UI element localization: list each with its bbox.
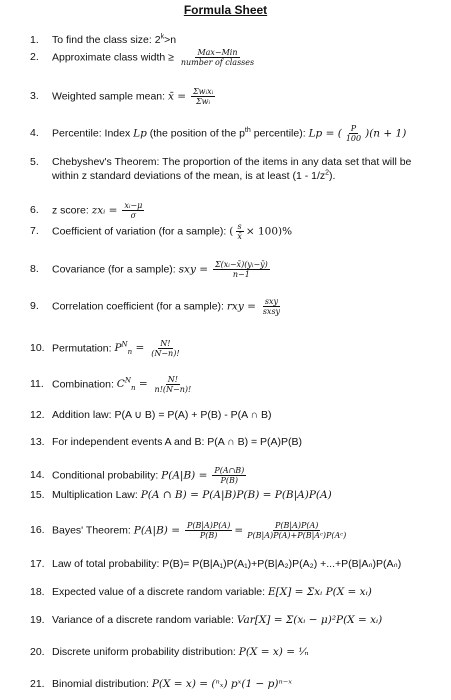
item-number: 20. xyxy=(30,646,45,658)
item-text: Combination: xyxy=(52,378,114,391)
formula-tail: × 100)% xyxy=(245,225,293,238)
item-number: 16. xyxy=(30,524,45,537)
fraction-denominator: P(B|A)P(A)+P(B|Aᶜ)P(Aᶜ) xyxy=(247,531,347,540)
fraction-numerator: P xyxy=(350,124,357,133)
item-number: 13. xyxy=(30,436,45,448)
equals: = xyxy=(234,524,244,537)
formula-item-21 xyxy=(30,678,445,691)
formula-item-1 xyxy=(30,34,445,47)
fraction-numerator: Σwᵢxᵢ xyxy=(192,87,214,96)
formula-item-10 xyxy=(30,339,445,358)
formula-item-3 xyxy=(30,87,445,106)
formula-item-20 xyxy=(30,646,445,659)
item-number: 14. xyxy=(30,469,45,482)
item-text: Discrete uniform probability distribution: xyxy=(52,646,236,658)
fraction xyxy=(191,87,215,106)
item-tail: ). xyxy=(329,170,336,182)
item-number: 12. xyxy=(30,409,45,421)
item-number: 18. xyxy=(30,586,45,598)
item-sup: k xyxy=(160,33,165,41)
item-text-line-2: within z standard deviations of the mean, is at least (1 - 1/z xyxy=(52,170,326,182)
item-number: 9. xyxy=(30,300,39,313)
formula-item-8 xyxy=(30,260,445,279)
item-number: 4. xyxy=(30,127,39,140)
fraction xyxy=(185,521,232,540)
formula-lhs: P(X = x) = (ⁿₓ) pˣ(1 − p)ⁿ⁻ˣ xyxy=(151,678,292,690)
fraction xyxy=(122,201,144,220)
formula-item-7 xyxy=(30,222,445,241)
formula-lhs: sxy = xyxy=(178,263,209,276)
fraction-denominator: (N−n)! xyxy=(151,349,180,358)
fraction-denominator: x̄ xyxy=(237,232,242,241)
fraction-numerator: P(A∩B) xyxy=(214,466,245,475)
formula-item-5-line-2 xyxy=(30,170,445,183)
item-number: 5. xyxy=(30,156,39,168)
item-text: z score: xyxy=(52,204,89,217)
item-text: For independent events A and B: P(A ∩ B) = P(A)P(B) xyxy=(52,436,303,448)
item-text: Permutation: xyxy=(52,342,112,355)
item-text: Multiplication Law: xyxy=(52,489,138,501)
formula-item-12 xyxy=(30,409,445,422)
item-text: To find the class size: 2 xyxy=(52,34,161,46)
formula-lhs: Lp = ( xyxy=(308,127,342,140)
formula-lhs: Var[X] = Σ(xᵢ − μ)²P(X = xᵢ) xyxy=(236,614,383,626)
fraction xyxy=(344,124,363,143)
fraction-denominator: P(B) xyxy=(220,476,239,485)
item-number: 19. xyxy=(30,614,45,626)
formula-lhs: P(A ∩ B) = P(A|B)P(B) = P(B|A)P(A) xyxy=(140,489,332,501)
item-text: Coefficient of variation (for a sample): xyxy=(52,225,227,238)
item-number: 8. xyxy=(30,263,39,276)
formula-item-13 xyxy=(30,436,445,449)
formula-lhs: x̄ = xyxy=(167,90,187,103)
item-text: Approximate class width ≥ xyxy=(52,51,174,64)
fraction-numerator: P(B|A)P(A) xyxy=(186,521,231,530)
formula-item-5 xyxy=(30,156,445,169)
fraction xyxy=(212,466,246,485)
formula-lhs xyxy=(116,376,148,393)
item-number: 6. xyxy=(30,204,39,217)
fraction-2 xyxy=(245,521,348,540)
formula-item-14 xyxy=(30,466,445,485)
formula-item-4 xyxy=(30,124,445,143)
item-text: Variance of a discrete random variable: xyxy=(52,614,234,626)
fraction-denominator: P(B) xyxy=(199,531,218,540)
fraction-denominator: 100 xyxy=(345,134,362,143)
item-number: 10. xyxy=(30,342,45,355)
formula-item-2 xyxy=(30,48,445,67)
symbol-sup: N xyxy=(124,376,131,385)
formula-tail: )(n + 1) xyxy=(365,127,407,140)
equals: = xyxy=(132,342,145,355)
fraction xyxy=(153,375,194,394)
formula-item-6 xyxy=(30,201,445,220)
page-title: Formula Sheet xyxy=(183,3,268,17)
item-text: Addition law: P(A ∪ B) = P(A) + P(B) - P(A ∩ B) xyxy=(52,409,272,421)
item-text-2: (the position of the p xyxy=(149,127,245,140)
item-text: Weighted sample mean: xyxy=(52,90,166,103)
fraction-numerator: Σ(xᵢ−x̄)(yᵢ−ȳ) xyxy=(214,260,268,269)
formula-item-16 xyxy=(30,521,445,540)
item-number: 17. xyxy=(30,558,45,570)
fraction-numerator: sxy xyxy=(264,297,279,306)
index-symbol: Lp xyxy=(133,127,147,140)
item-text: Conditional probability: xyxy=(52,469,159,482)
symbol-sub: n xyxy=(127,348,133,357)
formula-lhs: ( xyxy=(229,225,234,238)
fraction xyxy=(261,297,282,316)
item-number: 15. xyxy=(30,489,45,501)
fraction-numerator: xᵢ−μ xyxy=(124,201,143,210)
fraction-denominator: n−1 xyxy=(232,270,250,279)
item-number: 3. xyxy=(30,90,39,103)
fraction xyxy=(213,260,270,279)
item-number: 1. xyxy=(30,34,39,46)
formula-item-17 xyxy=(30,558,445,571)
fraction-denominator: sxsy xyxy=(262,307,281,316)
combination-symbol: C xyxy=(116,378,125,391)
item-text-3: percentile): xyxy=(253,127,306,140)
equals: = xyxy=(135,378,148,391)
item-tail: >n xyxy=(164,34,177,46)
fraction-numerator: s xyxy=(237,222,242,231)
formula-lhs: zxᵢ = xyxy=(91,204,118,217)
formula-item-9 xyxy=(30,297,445,316)
formula-item-18 xyxy=(30,586,445,599)
fraction-numerator: N! xyxy=(160,339,171,348)
formula-lhs: rxy = xyxy=(226,300,256,313)
fraction-denominator: n!(N−n)! xyxy=(154,385,192,394)
formula-lhs: P(X = x) = ¹⁄ₙ xyxy=(238,646,309,658)
item-number: 21. xyxy=(30,678,45,690)
item-text: Bayes' Theorem: xyxy=(52,524,131,537)
formula-lhs: P(A|B) = xyxy=(161,469,208,482)
item-text: Binomial distribution: xyxy=(52,678,149,690)
formula-lhs: P(A|B) = xyxy=(133,524,181,537)
fraction xyxy=(179,48,256,67)
formula-item-11 xyxy=(30,375,445,394)
item-number: 7. xyxy=(30,225,39,238)
item-text: Correlation coefficient (for a sample): xyxy=(52,300,224,313)
item-number: 2. xyxy=(30,51,39,64)
item-text: Expected value of a discrete random variable: xyxy=(52,586,266,598)
item-text: Law of total probability: P(B)= P(B|A₁)P(A₁)+P(B|A₂)P(A₂) +...+P(B|Aₙ)P(Aₙ) xyxy=(52,558,402,570)
formula-lhs: E[X] = Σxᵢ P(X = xᵢ) xyxy=(267,586,372,598)
fraction-denominator: Σwᵢ xyxy=(196,97,211,106)
item-sup: th xyxy=(244,126,251,134)
symbol-sup: N xyxy=(121,340,128,349)
symbol-sub: n xyxy=(130,384,136,393)
formula-item-15 xyxy=(30,489,445,502)
item-sup: 2 xyxy=(325,169,330,177)
formula-item-19 xyxy=(30,614,445,627)
fraction-denominator: σ xyxy=(130,211,137,220)
fraction xyxy=(149,339,181,358)
fraction-numerator: N! xyxy=(167,375,178,384)
fraction xyxy=(235,222,244,241)
item-number: 11. xyxy=(30,378,44,391)
permutation-symbol: P xyxy=(114,342,122,355)
fraction-numerator: P(B|A)P(A) xyxy=(275,521,319,530)
fraction-denominator: number of classes xyxy=(180,58,255,67)
item-text: Percentile: Index xyxy=(52,127,131,140)
formula-lhs xyxy=(114,340,145,357)
fraction-numerator: Max−Min xyxy=(197,48,238,57)
item-text: Chebyshev's Theorem: The proportion of the items in any data set that will be xyxy=(52,156,412,168)
item-text: Covariance (for a sample): xyxy=(52,263,176,276)
